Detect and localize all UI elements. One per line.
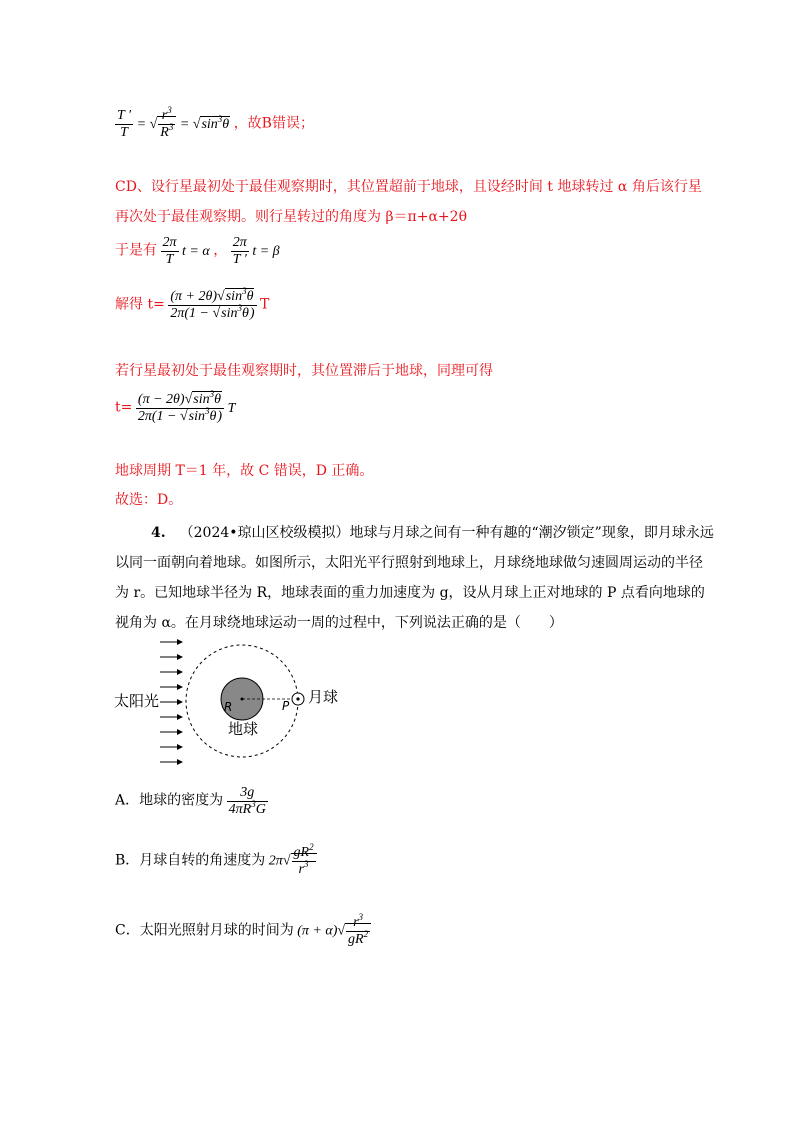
lag-case-text: 若行星最初处于最佳观察期时，其位置滞后于地球，同理可得 bbox=[115, 363, 493, 379]
period-conclusion: 地球周期 T＝1 年，故 C 错误，D 正确。 bbox=[115, 463, 374, 479]
question-text: （2024•琼山区校级模拟）地球与月球之间有一种有趣的“潮汐锁定”现象，即月球永远以同一面朝向着地球。如图所示，太阳光平行照射到地球上，月球绕地球做匀速圆周运动的半径为 r。已知地球半径为 R，地球表面的重力加速度为 g，设从月球上正对地球的 P 点看向地球的视角为 α。在月球绕地球运动一周的过程中，下列说法正确的是（ ） bbox=[115, 525, 714, 631]
equation-solution-lag: t= $\frac{(\pi - 2\theta)√\sin^3\theta}{2\pi(1 - √\sin^3\theta)}$ T bbox=[115, 389, 236, 424]
sunlight-label: 太阳光 bbox=[114, 692, 160, 710]
option-c-text: C．太阳光照射月球的时间为 bbox=[115, 922, 294, 939]
earth-moon-figure bbox=[110, 636, 360, 776]
equation-solution-lead: 解得 t= $\frac{(\pi + 2\theta)√\sin^3\theta}{2\pi(1 - √\sin^3\theta)}$ T bbox=[115, 286, 270, 321]
conclusion-b: ，故B错误； bbox=[233, 115, 314, 132]
point-p-label: P bbox=[282, 699, 290, 713]
radius-label: R bbox=[224, 700, 233, 714]
option-a[interactable]: A．地球的密度为 $\frac{3g}{4\pi R^3G}$ bbox=[115, 785, 266, 817]
cd-analysis-text: CD、设行星最初处于最佳观察期时，其位置超前于地球，且设经时间 t 地球转过 α 角后该行星再次处于最佳观察期。则行星转过的角度为 β＝π+α+2θ bbox=[115, 179, 702, 225]
moon-label: 月球 bbox=[308, 688, 339, 706]
option-c[interactable]: C．太阳光照射月球的时间为 (π + α)√ $\frac{r^3}{gR^2}$ bbox=[115, 915, 371, 948]
equation-period-ratio: $\frac{T '}{T}$ = √ $\frac{r^3}{R^3}$ = $√\sin^3\theta$ ，故B错误； bbox=[117, 105, 314, 140]
question-number: 4. bbox=[151, 525, 166, 541]
equation-angle-relations: 于是有 $\frac{2\pi}{T}$ t = α ， $\frac{2\pi}{T '}$ t = β bbox=[115, 235, 280, 267]
option-a-text: A．地球的密度为 bbox=[115, 792, 224, 809]
answer-choice: 故选：D。 bbox=[115, 492, 183, 508]
option-b-text: B．月球自转的角速度为 bbox=[115, 852, 266, 869]
question-4-stem bbox=[115, 518, 715, 638]
sunlight-arrows bbox=[160, 642, 182, 762]
option-b[interactable]: B．月球自转的角速度为 2π√ $\frac{gR^2}{r^3}$ bbox=[115, 845, 317, 878]
earth-label: 地球 bbox=[228, 720, 259, 738]
